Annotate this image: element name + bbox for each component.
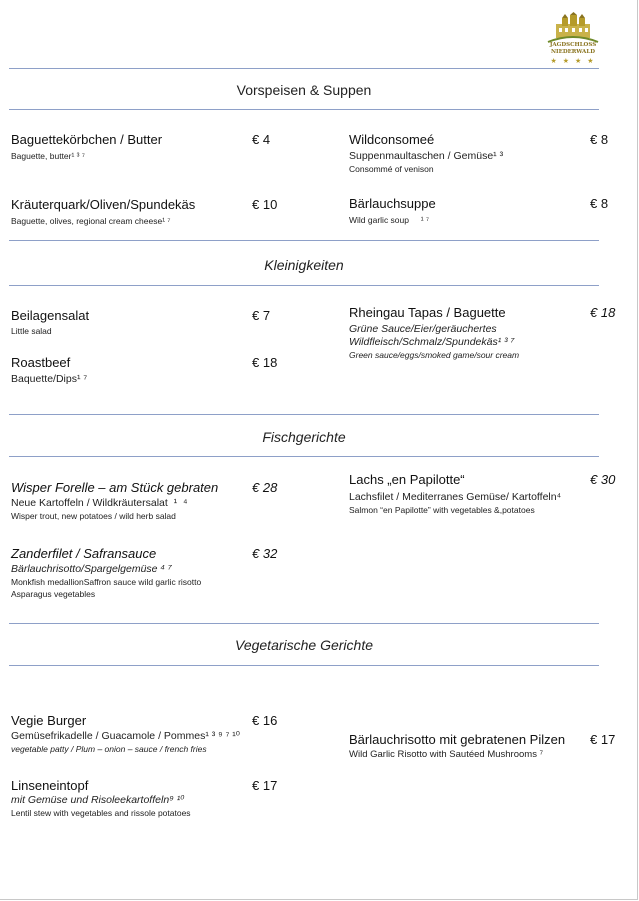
item-desc-de: Gemüsefrikadelle / Guacamole / Pommes¹ ³ ⁹ ⁷ ¹⁰ — [11, 730, 240, 742]
divider — [9, 623, 599, 624]
item-desc-de: Neue Kartoffeln / Wildkräutersalat ¹ ⁴ — [11, 497, 188, 509]
item-desc-en: Wild garlic soup ¹ ⁷ — [349, 215, 430, 225]
item-desc-en: Little salad — [11, 326, 52, 336]
menu-item-vegie-burger — [11, 713, 240, 755]
menu-item-rheingau-tapas — [349, 305, 519, 361]
item-price: € 17 — [590, 732, 616, 747]
item-name: Bärlauchsuppe — [349, 196, 436, 211]
item-name: Roastbeef — [11, 355, 71, 370]
item-desc-en: vegetable patty / Plum – onion – sauce / french fries — [11, 744, 207, 754]
item-name: Lachs „en Papilotte“ — [349, 472, 465, 487]
item-desc-en: Consommé of venison — [349, 164, 434, 174]
item-price: € 7 — [252, 308, 271, 323]
menu-item-zanderfilet — [11, 546, 201, 600]
item-name: Zanderfilet / Safransauce — [11, 546, 157, 561]
item-desc-en: Lentil stew with vegetables and rissole potatoes — [11, 808, 191, 818]
item-desc-de: Suppenmaultaschen / Gemüse¹ ³ — [349, 150, 504, 162]
item-name: Wildconsomeé — [349, 132, 435, 147]
item-desc-en: Monkfish medallionSaffron sauce wild garlic risotto — [11, 577, 202, 587]
item-price: € 8 — [590, 132, 609, 147]
divider — [9, 285, 599, 286]
item-name: Beilagensalat — [11, 308, 90, 323]
menu-item-beilagensalat — [11, 308, 89, 337]
item-name: Kräuterquark/Oliven/Spundekäs — [11, 197, 196, 212]
menu-item-roastbeef — [11, 355, 87, 386]
jagdschloss-logo — [546, 12, 600, 68]
section-title-small: Kleinigkeiten — [264, 257, 344, 273]
menu-item-linseneintopf — [11, 778, 191, 819]
divider — [9, 109, 599, 110]
divider — [9, 240, 599, 241]
item-desc-en: Green sauce/eggs/smoked game/sour cream — [349, 350, 520, 360]
section-title-fish: Fischgerichte — [262, 429, 346, 445]
logo-line1: JAGDSCHLOSS — [549, 42, 597, 48]
item-desc-en: Salmon “en Papilotte” with vegetables &,potatoes — [349, 505, 535, 515]
section-title-starters: Vorspeisen & Suppen — [236, 82, 372, 98]
menu-item-lachs — [349, 472, 561, 516]
item-price: € 18 — [252, 355, 278, 370]
item-name: Baguettekörbchen / Butter — [11, 132, 163, 147]
item-desc-en: Baguette, olives, regional cream cheese¹ ⁷ — [11, 216, 171, 226]
item-price: € 10 — [252, 197, 278, 212]
item-name: Bärlauchrisotto mit gebratenen Pilzen — [349, 732, 566, 747]
item-price: € 4 — [252, 132, 271, 147]
item-price: € 28 — [252, 480, 278, 495]
item-price: € 18 — [590, 305, 616, 320]
menu-item-baguette — [11, 132, 162, 162]
item-desc-en: Wisper trout, new potatoes / wild herb salad — [11, 511, 176, 521]
divider — [9, 456, 599, 457]
item-desc-de: Baquette/Dips¹ ⁷ — [11, 373, 88, 385]
menu-item-wildconsomee — [349, 132, 503, 175]
item-price: € 32 — [252, 546, 278, 561]
item-name: Rheingau Tapas / Baguette — [349, 305, 506, 320]
item-price: € 30 — [590, 472, 616, 487]
item-price: € 8 — [590, 196, 609, 211]
logo-line2: NIEDERWALD — [551, 49, 595, 55]
item-name: Vegie Burger — [11, 713, 87, 728]
item-name: Wisper Forelle – am Stück gebraten — [11, 480, 219, 495]
item-name: Linseneintopf — [11, 778, 89, 793]
divider — [9, 414, 599, 415]
castle-icon — [546, 12, 600, 44]
item-desc-en: Wild Garlic Risotto with Sautéed Mushrooms ⁷ — [349, 749, 544, 760]
section-title-veg: Vegetarische Gerichte — [235, 637, 373, 653]
item-desc-en: Asparagus vegetables — [11, 589, 96, 599]
menu-item-wisper-forelle — [11, 480, 218, 522]
rating-stars: ★ ★ ★ ★ — [550, 58, 596, 65]
item-desc-de: Wildfleisch/Schmalz/Spundekäs¹ ³ ⁷ — [349, 336, 515, 348]
item-price: € 17 — [252, 778, 278, 793]
item-desc-de: Bärlauchrisotto/Spargelgemüse ⁴ ⁷ — [11, 563, 172, 575]
menu-item-baerlauchrisotto — [349, 732, 565, 761]
divider — [9, 665, 599, 666]
item-desc-de: Lachsfilet / Mediterranes Gemüse/ Kartoffeln⁴ — [349, 491, 562, 503]
item-price: € 16 — [252, 713, 278, 728]
item-desc-de: mit Gemüse und Risoleekartoffeln⁹ ¹⁰ — [11, 794, 185, 806]
item-desc-en: Baguette, butter¹ ³ ⁷ — [11, 151, 85, 161]
divider — [9, 68, 599, 69]
menu-item-baerlauchsuppe — [349, 196, 436, 226]
menu-item-kraeuterquark — [11, 197, 195, 227]
item-desc-de: Grüne Sauce/Eier/geräuchertes — [349, 323, 497, 335]
